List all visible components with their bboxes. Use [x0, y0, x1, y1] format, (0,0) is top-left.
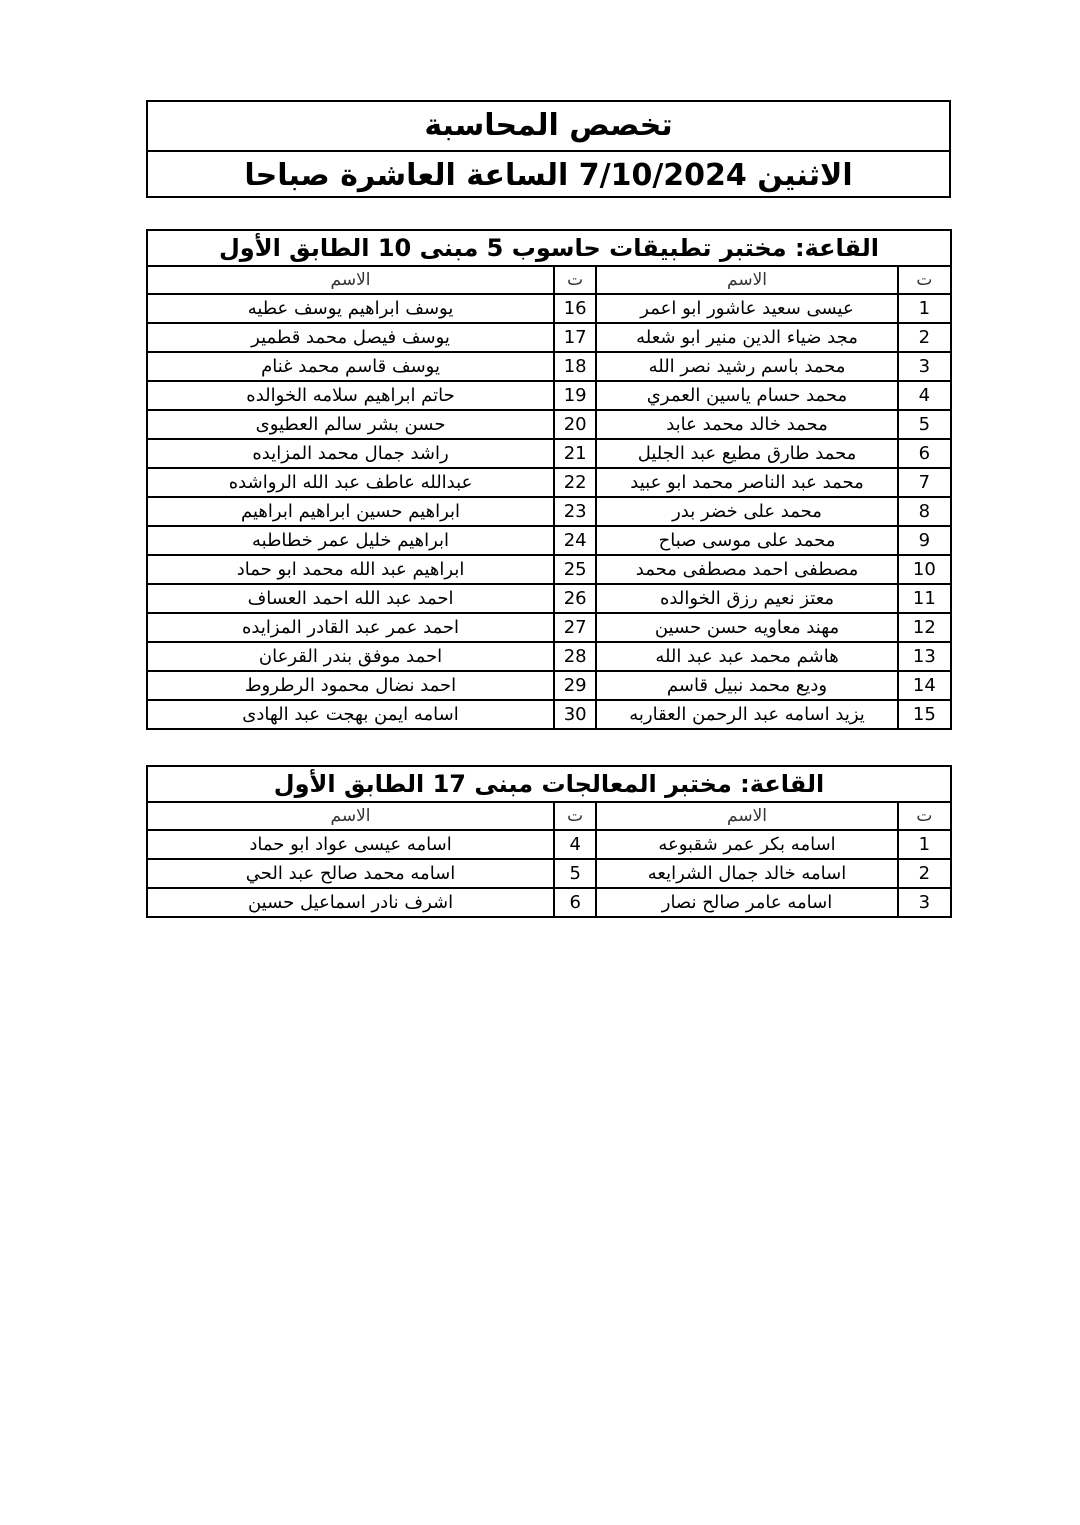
table-row [147, 830, 951, 859]
student-name: ابراهيم عبد الله محمد ابو حماد [147, 555, 554, 584]
student-number: 26 [554, 584, 596, 613]
student-number: 2 [898, 323, 951, 352]
student-number: 6 [898, 439, 951, 468]
student-name: يوسف فيصل محمد قطمير [147, 323, 554, 352]
student-name: محمد حسام ياسين العمري [596, 381, 897, 410]
student-number: 29 [554, 671, 596, 700]
student-number: 11 [898, 584, 951, 613]
student-number: 3 [898, 352, 951, 381]
student-name: اسامه خالد جمال الشرايعه [596, 859, 897, 888]
student-number: 27 [554, 613, 596, 642]
exam-date-time: الاثنين 7/10/2024 الساعة العاشرة صباحا [148, 150, 949, 200]
student-name: وديع محمد نبيل قاسم [596, 671, 897, 700]
student-name: اشرف نادر اسماعيل حسين [147, 888, 554, 917]
col-header-number: ت [554, 802, 596, 830]
student-number: 25 [554, 555, 596, 584]
student-name: هاشم محمد عبد عبد الله [596, 642, 897, 671]
student-name: اسامه عيسى عواد ابو حماد [147, 830, 554, 859]
student-number: 8 [898, 497, 951, 526]
student-name: معتز نعيم رزق الخوالده [596, 584, 897, 613]
table-row [147, 352, 951, 381]
student-name: محمد عبد الناصر محمد ابو عبيد [596, 468, 897, 497]
student-number: 12 [898, 613, 951, 642]
student-number: 5 [554, 859, 596, 888]
col-header-number: ت [554, 266, 596, 294]
student-name: يوسف قاسم محمد غنام [147, 352, 554, 381]
col-header-number: ت [898, 802, 951, 830]
student-number: 23 [554, 497, 596, 526]
table-row [147, 323, 951, 352]
student-name: محمد على موسى صباح [596, 526, 897, 555]
student-name: ابراهيم حسين ابراهيم ابراهيم [147, 497, 554, 526]
student-name: حسن بشر سالم العطيوى [147, 410, 554, 439]
student-name: محمد طارق مطيع عبد الجليل [596, 439, 897, 468]
table-row [147, 671, 951, 700]
student-number: 9 [898, 526, 951, 555]
student-number: 1 [898, 830, 951, 859]
specialization-title: تخصص المحاسبة [424, 108, 673, 143]
student-number: 21 [554, 439, 596, 468]
table-row [147, 439, 951, 468]
student-number: 20 [554, 410, 596, 439]
col-header-name: الاسم [147, 266, 554, 294]
student-number: 7 [898, 468, 951, 497]
table-row [147, 294, 951, 323]
student-name: يوسف ابراهيم يوسف عطيه [147, 294, 554, 323]
student-name: اسامه بكر عمر شقبوعه [596, 830, 897, 859]
table-row [147, 700, 951, 729]
table-row [147, 859, 951, 888]
col-header-number: ت [898, 266, 951, 294]
student-name: احمد موفق بندر القرعان [147, 642, 554, 671]
table-header-row [147, 802, 951, 830]
document-header [146, 100, 951, 198]
table-header-row [147, 266, 951, 294]
roster-table-hall-1 [146, 229, 952, 730]
student-number: 1 [898, 294, 951, 323]
student-number: 14 [898, 671, 951, 700]
table-row [147, 526, 951, 555]
table-row [147, 642, 951, 671]
student-name: حاتم ابراهيم سلامه الخوالده [147, 381, 554, 410]
student-number: 19 [554, 381, 596, 410]
table-row [147, 555, 951, 584]
student-number: 6 [554, 888, 596, 917]
student-name: احمد عمر عبد القادر المزايده [147, 613, 554, 642]
student-name: راشد جمال محمد المزايده [147, 439, 554, 468]
hall-caption: القاعة: مختبر المعالجات مبنى 17 الطابق الأول [147, 766, 951, 802]
student-number: 3 [898, 888, 951, 917]
student-number: 13 [898, 642, 951, 671]
student-number: 18 [554, 352, 596, 381]
table-row [147, 584, 951, 613]
table-row [147, 497, 951, 526]
student-number: 24 [554, 526, 596, 555]
student-number: 4 [554, 830, 596, 859]
student-name: محمد خالد محمد عابد [596, 410, 897, 439]
student-name: عيسى سعيد عاشور ابو اعمر [596, 294, 897, 323]
col-header-name: الاسم [596, 266, 897, 294]
student-number: 30 [554, 700, 596, 729]
student-number: 16 [554, 294, 596, 323]
student-name: اسامه محمد صالح عبد الحي [147, 859, 554, 888]
col-header-name: الاسم [596, 802, 897, 830]
hall-caption: القاعة: مختبر تطبيقات حاسوب 5 مبنى 10 الطابق الأول [147, 230, 951, 266]
student-name: اسامه ايمن بهجت عبد الهادى [147, 700, 554, 729]
table-row [147, 381, 951, 410]
student-name: مهند معاويه حسن حسين [596, 613, 897, 642]
table-row [147, 888, 951, 917]
student-name: محمد باسم رشيد نصر الله [596, 352, 897, 381]
table-row [147, 613, 951, 642]
student-name: مجد ضياء الدين منير ابو شعله [596, 323, 897, 352]
student-number: 22 [554, 468, 596, 497]
student-number: 15 [898, 700, 951, 729]
student-number: 10 [898, 555, 951, 584]
table-row [147, 468, 951, 497]
roster-table-hall-2 [146, 765, 952, 918]
table-row [147, 410, 951, 439]
student-name: احمد نضال محمود الرطروط [147, 671, 554, 700]
student-number: 4 [898, 381, 951, 410]
student-number: 5 [898, 410, 951, 439]
student-name: ابراهيم خليل عمر خطاطبه [147, 526, 554, 555]
student-name: احمد عبد الله احمد العساف [147, 584, 554, 613]
student-number: 17 [554, 323, 596, 352]
student-number: 28 [554, 642, 596, 671]
student-name: مصطفى احمد مصطفى محمد [596, 555, 897, 584]
col-header-name: الاسم [147, 802, 554, 830]
student-name: اسامه عامر صالح نصار [596, 888, 897, 917]
student-number: 2 [898, 859, 951, 888]
student-name: عبدالله عاطف عبد الله الرواشده [147, 468, 554, 497]
student-name: محمد على خضر بدر [596, 497, 897, 526]
student-name: يزيد اسامه عبد الرحمن العقاربه [596, 700, 897, 729]
